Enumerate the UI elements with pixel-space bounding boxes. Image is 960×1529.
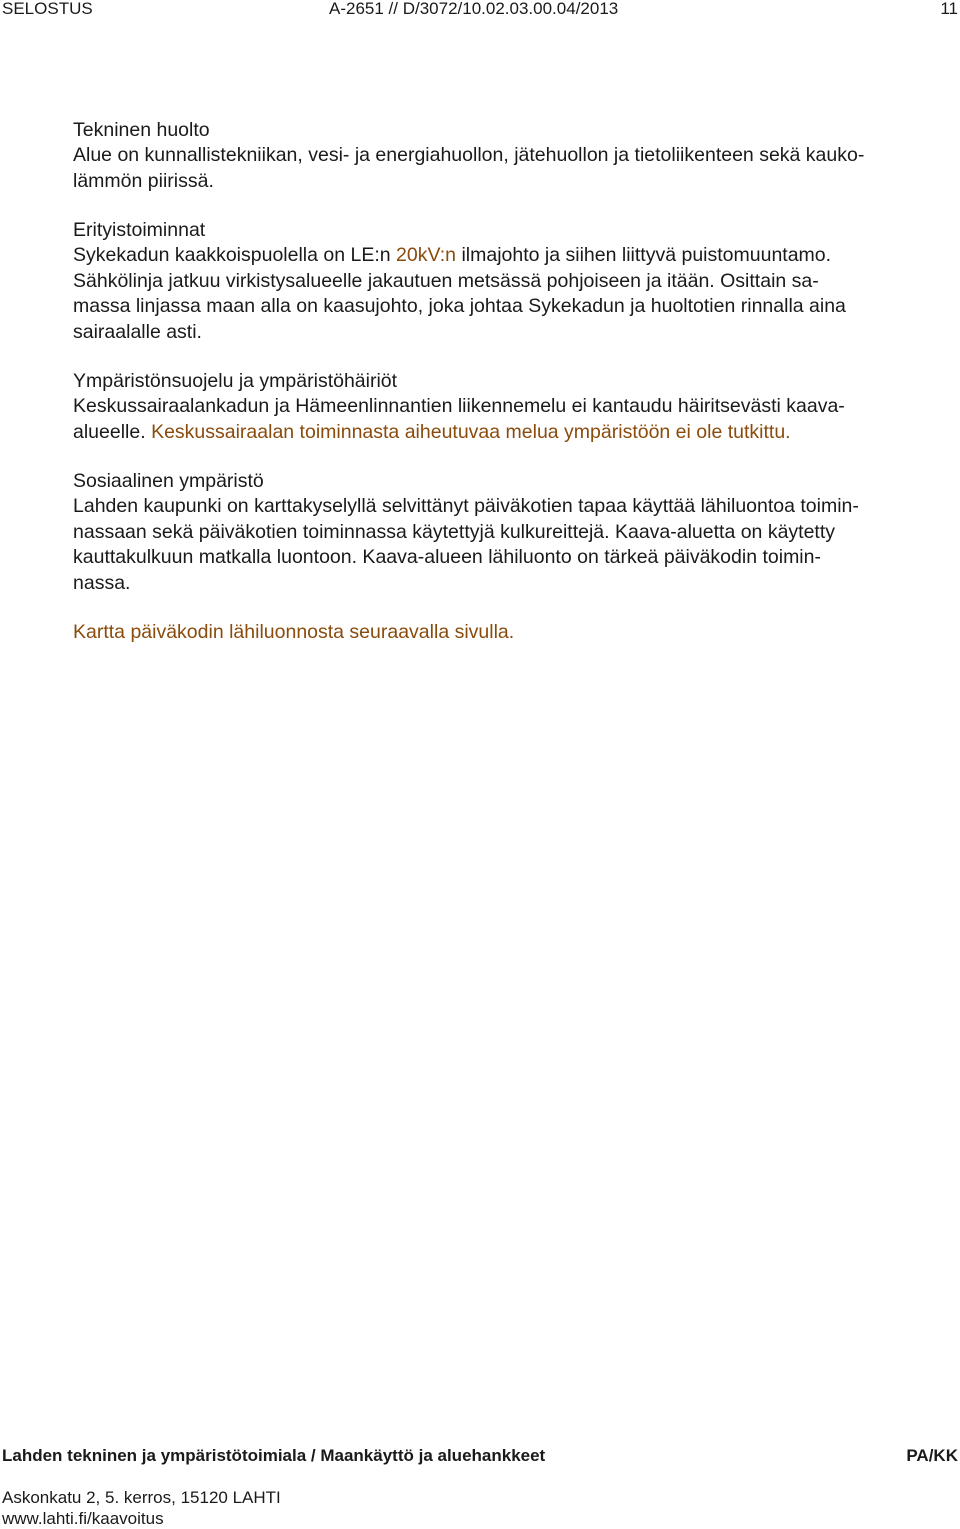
section-erityistoiminnat xyxy=(73,218,943,345)
section-ymparistonsuojelu xyxy=(73,369,943,445)
paragraph-line xyxy=(73,243,943,268)
footer-initials: PA/KK xyxy=(906,1446,958,1465)
section-heading: Ympäristönsuojelu ja ympäristöhäiriöt xyxy=(73,370,398,392)
paragraph-line: Alue on kunnallistekniikan, vesi- ja energiahuollon, jätehuollon ja tietoliikenteen sekä kauko- xyxy=(73,144,865,167)
paragraph-line: massa linjassa maan alla on kaasujohto, joka johtaa Sykekadun ja huoltotien rinnalla aina xyxy=(73,295,846,318)
paragraph-line: Lahden kaupunki on karttakyselyllä selvittänyt päiväkotien tapaa käyttää lähiluontoa toimin- xyxy=(73,495,859,518)
paragraph-line: nassa. xyxy=(73,571,131,594)
text-run: Sähkölinja jatkuu virkistysalueelle jakautuen metsässä pohjoiseen ja itään. xyxy=(73,269,715,292)
section-tekninen-huolto xyxy=(73,118,943,194)
document-type: SELOSTUS xyxy=(2,0,93,18)
text-run: alueelle. xyxy=(73,420,152,443)
text-run: ilmajohto ja siihen liittyvä puistomuuntamo. xyxy=(456,244,832,267)
paragraph-line: Kartta päiväkodin lähiluonnosta seuraavalla sivulla. xyxy=(73,621,515,643)
highlighted-text: Keskussairaalan toiminnasta aiheutuvaa melua ympäristöön ei ole tutkittu. xyxy=(151,420,791,443)
footer-contact xyxy=(2,1487,281,1529)
map-reference-note xyxy=(73,620,943,645)
section-sosiaalinen-ymparisto xyxy=(73,469,943,596)
paragraph-line: Keskussairaalankadun ja Hämeenlinnantien liikennemelu ei kantaudu häiritsevästi kaava- xyxy=(73,395,845,418)
footer-organization: Lahden tekninen ja ympäristötoimiala / Maankäyttö ja aluehankkeet xyxy=(2,1446,546,1465)
section-heading: Tekninen huolto xyxy=(73,119,210,141)
paragraph-line: kauttakulkuun matkalla luontoon. Kaava-alueen lähiluonto on tärkeä päiväkodin toimin- xyxy=(73,546,821,569)
paragraph-line: lämmön piirissä. xyxy=(73,169,214,192)
text-run: Osittain sa- xyxy=(714,269,819,292)
paragraph-line xyxy=(73,420,943,445)
text-run: Sykekadun kaakkoispuolella on LE:n xyxy=(73,244,397,267)
footer-address: Askonkatu 2, 5. kerros, 15120 LAHTI xyxy=(2,1488,281,1507)
highlighted-text: 20kV:n xyxy=(396,244,457,267)
paragraph-line: nassaan sekä päiväkotien toiminnassa käytettyjä kulkureittejä. Kaava-aluetta on käytetty xyxy=(73,520,836,543)
paragraph-line: sairaalalle asti. xyxy=(73,320,202,343)
document-reference: A-2651 // D/3072/10.02.03.00.04/2013 xyxy=(329,0,619,18)
page-header xyxy=(0,0,960,20)
section-heading: Sosiaalinen ympäristö xyxy=(73,470,264,492)
section-heading: Erityistoiminnat xyxy=(73,219,206,241)
footer-website: www.lahti.fi/kaavoitus xyxy=(2,1509,164,1528)
paragraph-line xyxy=(73,269,943,294)
page-number: 11 xyxy=(940,0,958,18)
